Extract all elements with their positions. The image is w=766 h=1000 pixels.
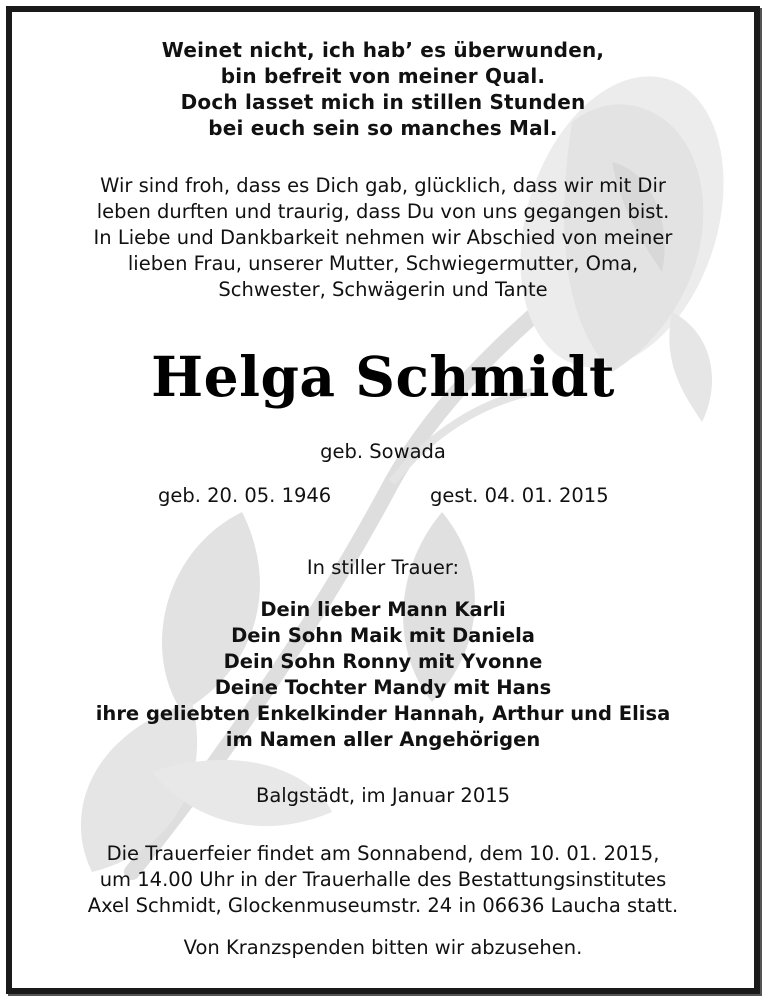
- deceased-name: Helga Schmidt: [151, 344, 615, 409]
- verse-line: bei euch sein so manches Mal.: [208, 116, 558, 140]
- intro-line: leben durften und traurig, dass Du von uns gegangen bist.: [96, 200, 670, 223]
- obituary-frame: [6, 6, 760, 994]
- place-date: Balgstädt, im Januar 2015: [255, 784, 511, 807]
- verse-line: Doch lasset mich in stillen Stunden: [180, 90, 586, 114]
- death-date: gest. 04. 01. 2015: [430, 484, 609, 507]
- verse-line: Weinet nicht, ich hab’ es überwunden,: [161, 38, 605, 62]
- intro-line: In Liebe und Dankbarkeit nehmen wir Abschied von meiner: [93, 226, 673, 249]
- family-line: im Namen aller Angehörigen: [225, 728, 541, 751]
- family-line: ihre geliebten Enkelkinder Hannah, Arthur und Elisa: [95, 702, 671, 725]
- family-line: Deine Tochter Mandy mit Hans: [214, 676, 552, 699]
- family-line: Dein Sohn Ronny mit Yvonne: [223, 650, 543, 673]
- intro-line: Wir sind froh, dass es Dich gab, glücklich, dass wir mit Dir: [100, 174, 666, 197]
- funeral-line: Axel Schmidt, Glockenmuseumstr. 24 in 06636 Laucha statt.: [87, 894, 679, 917]
- family-line: Dein Sohn Maik mit Daniela: [231, 624, 535, 647]
- intro-line: lieben Frau, unserer Mutter, Schwiegermutter, Oma,: [127, 252, 639, 275]
- closing-note: Von Kranzspenden bitten wir abzusehen.: [183, 936, 583, 959]
- verse-line: bin befreit von meiner Qual.: [220, 64, 546, 88]
- intro-line: Schwester, Schwägerin und Tante: [218, 278, 548, 301]
- mourning-label: In stiller Trauer:: [306, 556, 460, 579]
- funeral-line: um 14.00 Uhr in der Trauerhalle des Bestattungsinstitutes: [99, 868, 667, 891]
- maiden-name: geb. Sowada: [320, 440, 446, 463]
- obituary-text: [12, 12, 754, 988]
- funeral-line: Die Trauerfeier findet am Sonnabend, dem 10. 01. 2015,: [106, 842, 660, 865]
- family-line: Dein lieber Mann Karli: [260, 598, 506, 621]
- birth-date: geb. 20. 05. 1946: [158, 484, 332, 507]
